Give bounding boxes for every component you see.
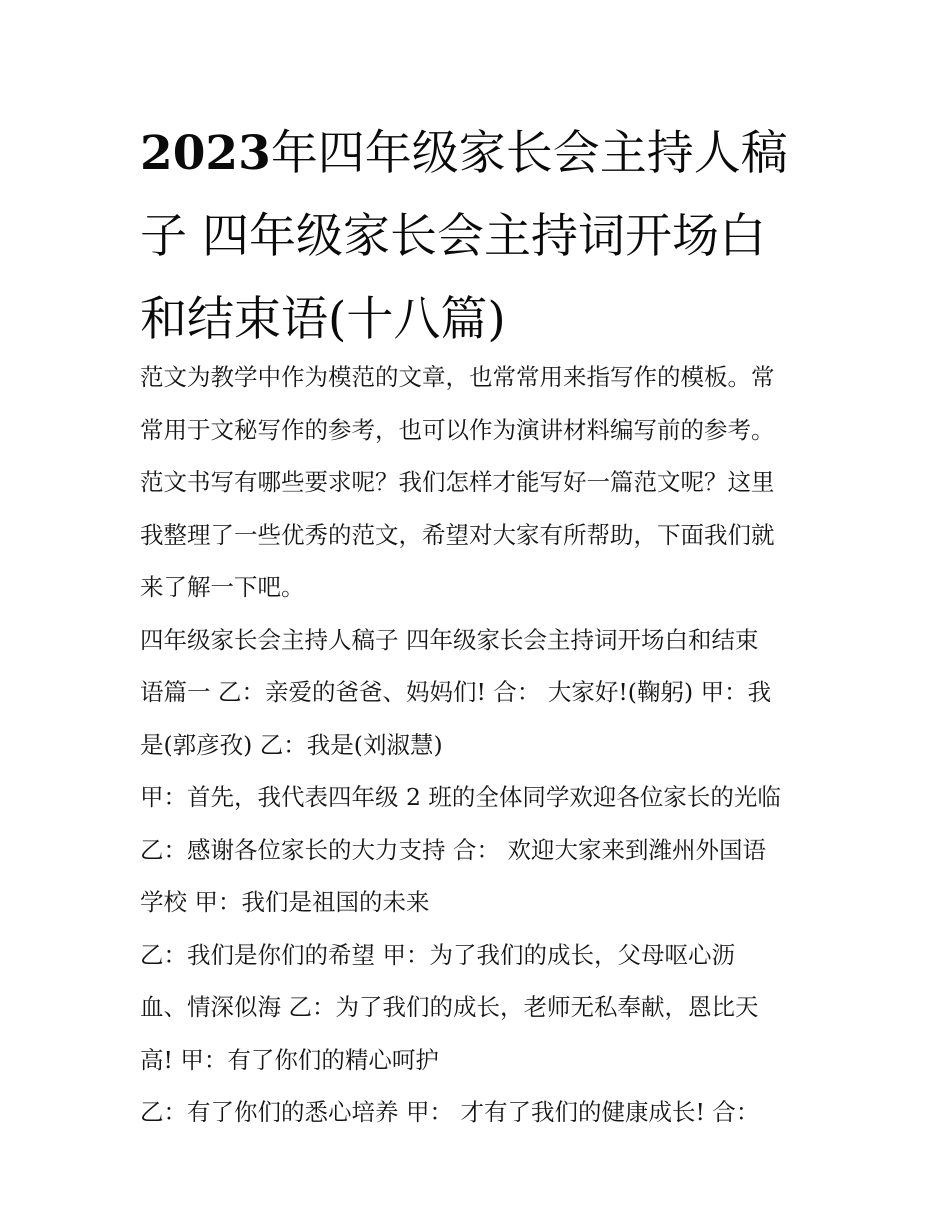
body-line: 来了解一下吧。 bbox=[140, 573, 305, 601]
body-line: 甲：首先，我代表四年级 2 班的全体同学欢迎各位家长的光临 bbox=[140, 783, 781, 811]
body-line: 血、情深似海 乙：为了我们的成长，老师无私奉献，恩比天 bbox=[140, 993, 759, 1021]
body-line: 范文为教学中作为模范的文章，也常常用来指写作的模板。常 bbox=[140, 363, 775, 391]
body-line: 乙：感谢各位家长的大力支持 合： 欢迎大家来到潍州外国语 bbox=[140, 835, 766, 864]
title-line bbox=[140, 112, 820, 195]
body-line: 我整理了一些优秀的范文，希望对大家有所帮助，下面我们就 bbox=[140, 520, 775, 549]
body-line: 乙：我们是你们的希望 甲：为了我们的成长，父母呕心沥 bbox=[140, 940, 735, 969]
body-line: 四年级家长会主持人稿子 四年级家长会主持词开场白和结束 bbox=[140, 625, 759, 654]
title-line-text: 年四年级家长会主持人稿 bbox=[270, 126, 788, 181]
title-line-text: 子 四年级家长会主持词开场白 bbox=[140, 209, 766, 264]
document-title bbox=[140, 112, 820, 361]
title-line bbox=[140, 195, 820, 278]
body-line: 高! 甲：有了你们的精心呵护 bbox=[140, 1045, 439, 1074]
body-line: 是(郭彦孜) 乙：我是(刘淑慧) bbox=[140, 730, 443, 759]
body-line: 范文书写有哪些要求呢？我们怎样才能写好一篇范文呢？这里 bbox=[140, 468, 775, 496]
title-line-text: 和结束语(十八篇) bbox=[140, 292, 506, 347]
body-line: 学校 甲：我们是祖国的未来 bbox=[140, 888, 430, 916]
body-line: 语篇一 乙：亲爱的爸爸、妈妈们! 合： 大家好!(鞠躬) 甲：我 bbox=[140, 678, 772, 706]
title-year: 2023 bbox=[140, 126, 271, 181]
title-line bbox=[140, 278, 820, 361]
document-body bbox=[140, 351, 830, 1139]
body-line: 乙：有了你们的悉心培养 甲： 才有了我们的健康成长! 合： bbox=[140, 1098, 760, 1126]
body-line: 常用于文秘写作的参考，也可以作为演讲材料编写前的参考。 bbox=[140, 415, 775, 444]
